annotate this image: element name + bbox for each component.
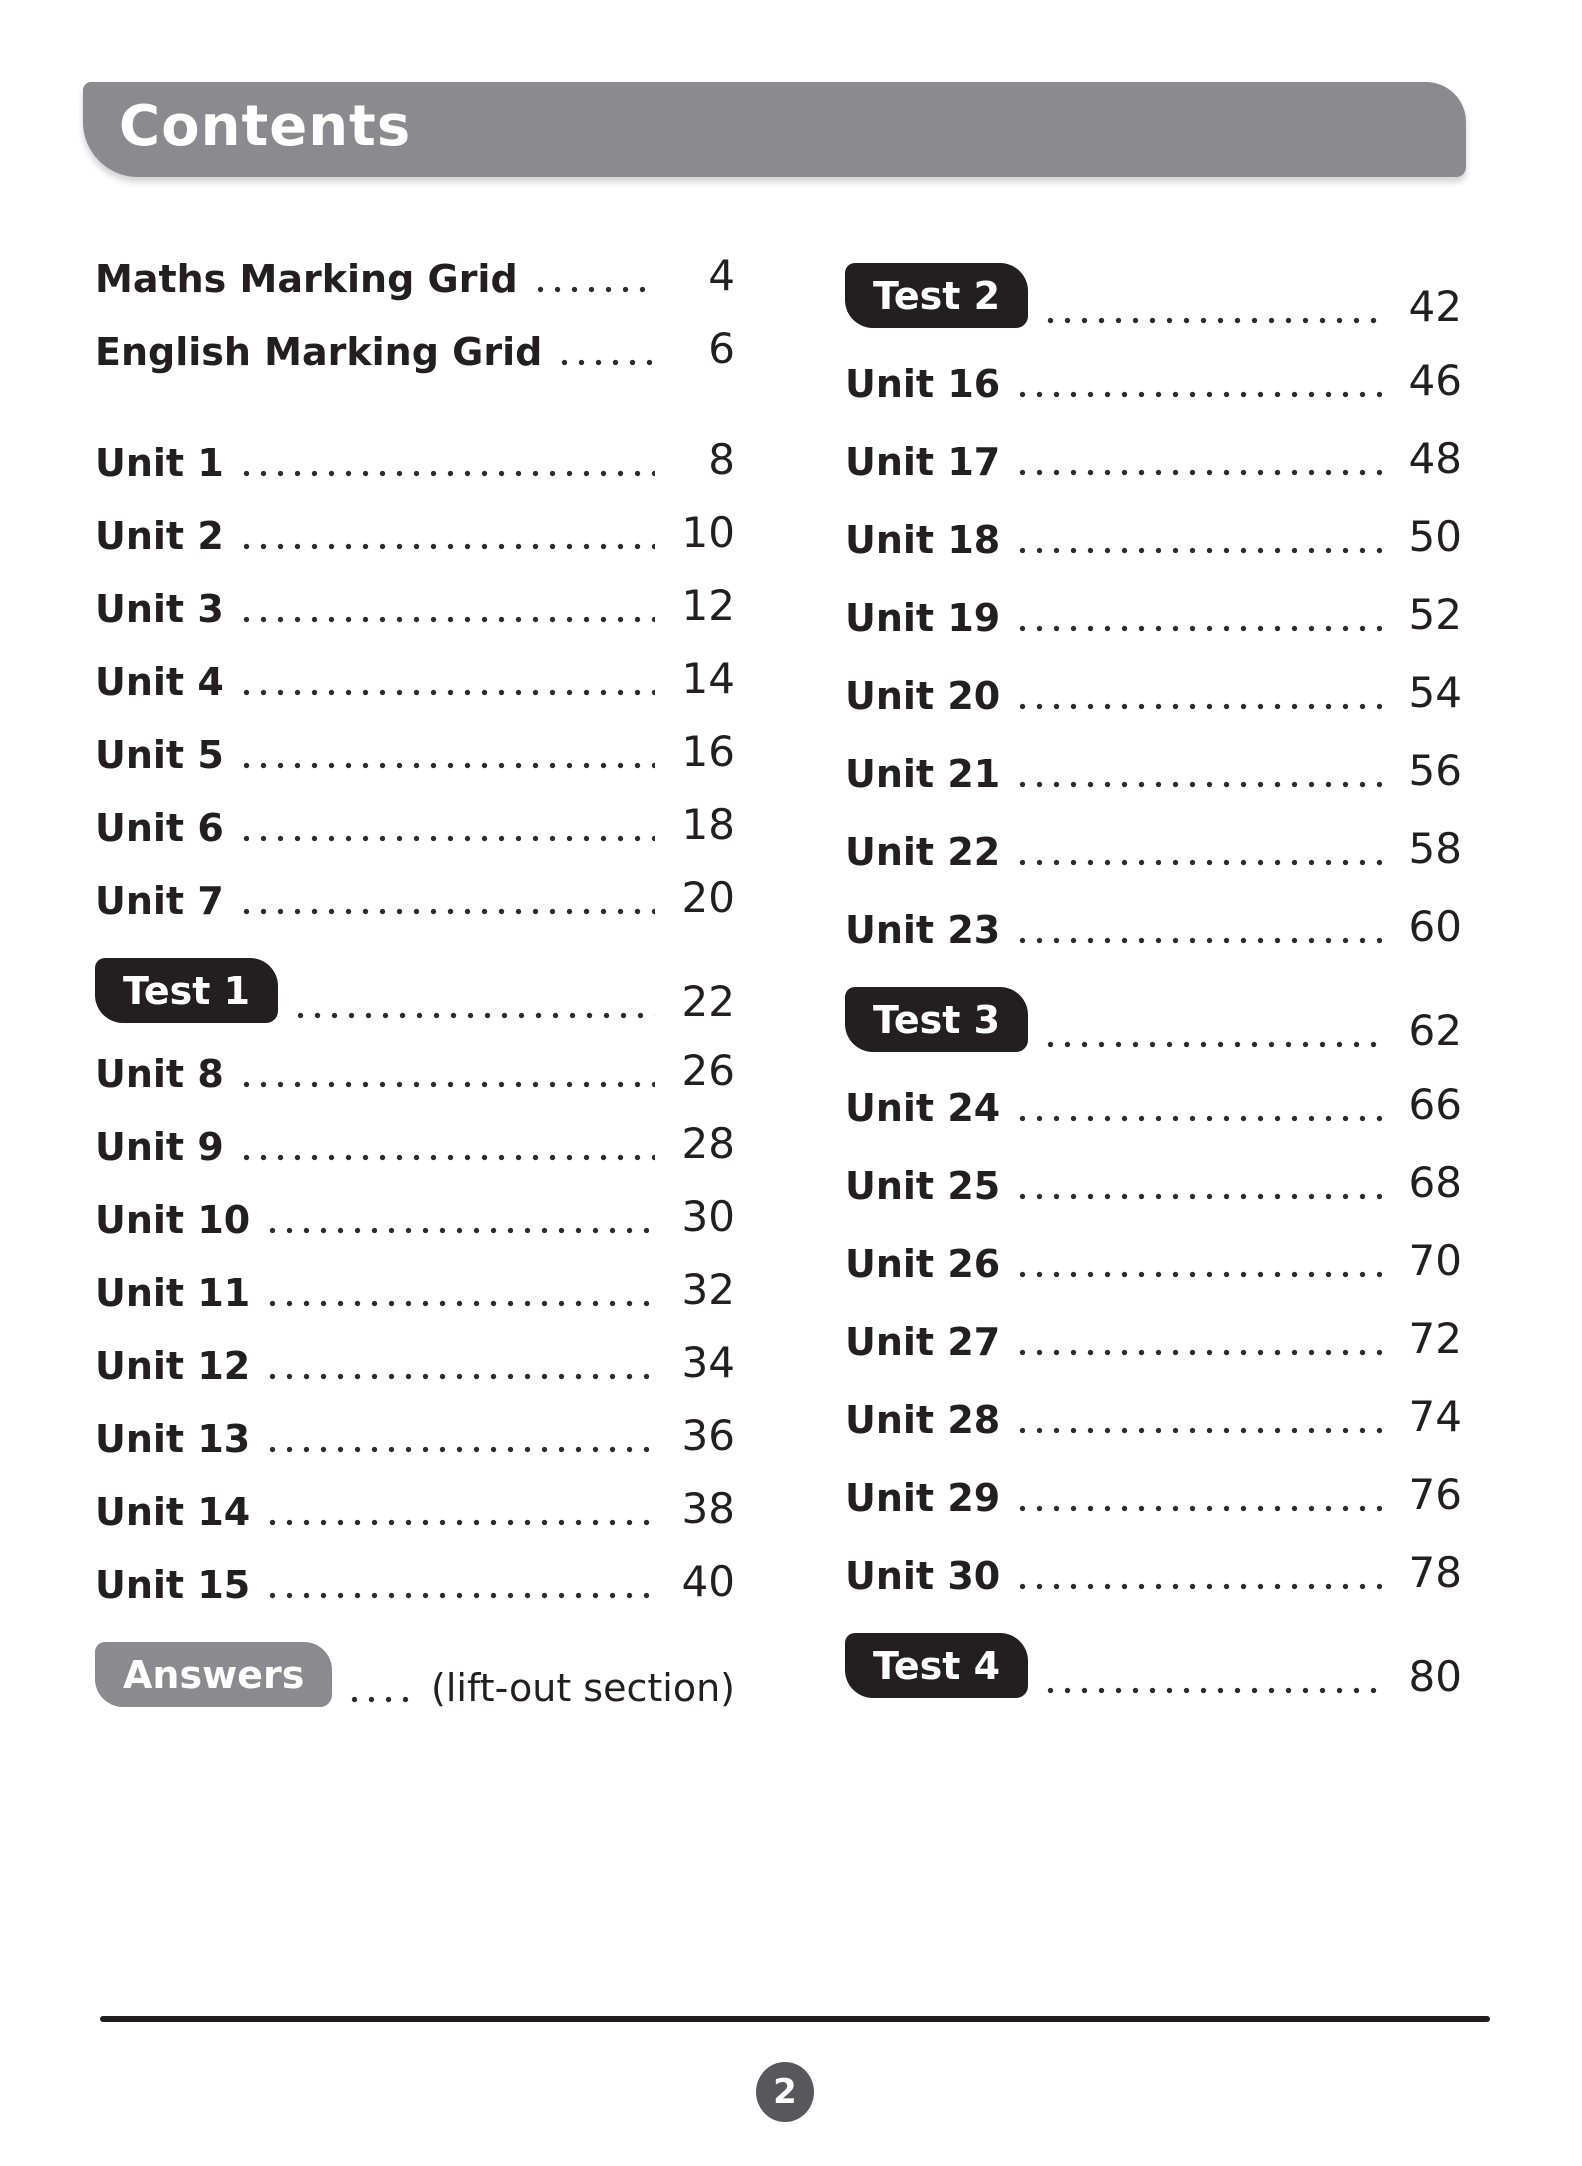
page-number: 22 [681,977,735,1026]
entry-label: Unit 26 [845,1241,1001,1286]
toc-entry-row [95,568,735,641]
entry-label: Unit 27 [845,1319,1001,1364]
entry-label: Unit 8 [95,1051,224,1096]
dot-leader [1014,858,1382,867]
toc-left-column [95,238,735,1717]
dot-leader [264,1445,655,1454]
toc-section-row [95,933,735,1033]
page-number: 42 [1408,282,1462,331]
toc-section-row [845,962,1462,1062]
dot-leader [1014,936,1382,945]
toc-entry-row [845,650,1462,728]
page-number: 26 [681,1046,735,1095]
entry-label: Unit 30 [845,1553,1001,1598]
dot-leader [556,358,655,367]
page-number: 18 [681,800,735,849]
entry-label: Unit 13 [95,1416,251,1461]
dot-leader [1014,468,1382,477]
dot-leader [1014,1270,1382,1279]
dot-leader [238,907,655,916]
dot-leader [1014,1504,1382,1513]
page-number: 60 [1408,902,1462,951]
section-badge: Test 1 [95,958,278,1023]
entry-label: Unit 1 [95,440,224,485]
entry-label: English Marking Grid [95,329,543,374]
page-number: 52 [1408,590,1462,639]
page-number: 32 [681,1265,735,1314]
dot-leader [238,1153,655,1162]
dot-leader [238,542,655,551]
page-number: 4 [708,251,735,300]
toc-entry-row [95,1179,735,1252]
section-badge: Test 4 [845,1633,1028,1698]
page-title: Contents [119,94,412,159]
section-badge: Test 2 [845,263,1028,328]
dot-leader [238,615,655,624]
dot-leader [1042,316,1382,325]
page-number: 14 [681,654,735,703]
entry-label: Unit 10 [95,1197,251,1242]
toc-entry-row [95,1471,735,1544]
page-number: 66 [1408,1080,1462,1129]
page-number: 72 [1408,1314,1462,1363]
page-note: (lift-out section) [431,1666,735,1710]
page-number: 56 [1408,746,1462,795]
dot-leader [264,1226,655,1235]
entry-label: Unit 14 [95,1489,251,1534]
entry-label: Unit 23 [845,907,1001,952]
dot-leader [264,1372,655,1381]
entry-label: Unit 9 [95,1124,224,1169]
entry-label: Unit 28 [845,1397,1001,1442]
entry-label: Unit 18 [845,517,1001,562]
toc-entry-row [845,1140,1462,1218]
page-number: 16 [681,727,735,776]
entry-label: Unit 2 [95,513,224,558]
toc-entry-row [95,1325,735,1398]
entry-label: Unit 3 [95,586,224,631]
page-number: 76 [1408,1470,1462,1519]
page-number: 46 [1408,356,1462,405]
page-number: 58 [1408,824,1462,873]
toc-entry-row [95,1252,735,1325]
page-number: 40 [681,1557,735,1606]
dot-leader [1014,702,1382,711]
dot-leader [1014,1426,1382,1435]
toc-right-column [845,238,1462,1708]
dot-leader [264,1518,655,1527]
dot-leader [238,469,655,478]
toc-entry-row [845,494,1462,572]
toc-entry-row [95,422,735,495]
toc-entry-row [845,1218,1462,1296]
toc-entry-row [95,1106,735,1179]
entry-label: Unit 4 [95,659,224,704]
page-number: 30 [681,1192,735,1241]
page-number: 10 [681,508,735,557]
entry-label: Unit 5 [95,732,224,777]
dot-leader [238,834,655,843]
dot-leader [346,1695,419,1704]
page-number: 28 [681,1119,735,1168]
entry-label: Unit 24 [845,1085,1001,1130]
entry-label: Unit 25 [845,1163,1001,1208]
dot-leader [1042,1686,1382,1695]
dot-leader [1014,1192,1382,1201]
dot-leader [238,761,655,770]
entry-label: Unit 15 [95,1562,251,1607]
page-number: 36 [681,1411,735,1460]
dot-leader [1014,1114,1382,1123]
toc-entry-row [95,714,735,787]
toc-entry-row [845,1452,1462,1530]
page-number: 68 [1408,1158,1462,1207]
dot-leader [1014,1582,1382,1591]
entry-label: Unit 21 [845,751,1001,796]
header-bar [83,82,1466,177]
dot-leader [532,285,655,294]
toc-section-row [845,238,1462,338]
toc-entry-row [95,860,735,933]
dot-leader [1014,780,1382,789]
dot-leader [1014,546,1382,555]
entry-label: Unit 22 [845,829,1001,874]
toc-entry-row [845,1062,1462,1140]
entry-label: Unit 7 [95,878,224,923]
toc-section-row [845,1608,1462,1708]
page-number: 12 [681,581,735,630]
toc-entry-row [845,338,1462,416]
page-number: 74 [1408,1392,1462,1441]
dot-leader [1042,1040,1382,1049]
dot-leader [238,688,655,697]
dot-leader [264,1591,655,1600]
page-number: 80 [1408,1652,1462,1701]
page-number: 6 [708,324,735,373]
entry-label: Unit 19 [845,595,1001,640]
section-badge: Answers [95,1642,332,1707]
entry-label: Unit 16 [845,361,1001,406]
toc-entry-row [95,1398,735,1471]
toc-section-row [95,1617,735,1717]
dot-leader [292,1011,655,1020]
page-number: 34 [681,1338,735,1387]
page-number: 38 [681,1484,735,1533]
toc-entry-row [845,416,1462,494]
page-number: 2 [773,2072,797,2112]
page-number: 62 [1408,1006,1462,1055]
toc-entry-row [845,1296,1462,1374]
page-number: 50 [1408,512,1462,561]
entry-label: Unit 6 [95,805,224,850]
toc-entry-row [845,728,1462,806]
entry-label: Unit 11 [95,1270,251,1315]
footer-rule [100,2016,1490,2022]
toc-entry-row [845,572,1462,650]
section-badge: Test 3 [845,987,1028,1052]
page-number: 8 [708,435,735,484]
entry-label: Unit 17 [845,439,1001,484]
page-number: 70 [1408,1236,1462,1285]
page-number: 20 [681,873,735,922]
toc-entry-row [95,1544,735,1617]
toc-entry-row [95,238,735,311]
dot-leader [1014,1348,1382,1357]
toc-entry-row [95,311,735,384]
entry-label: Unit 12 [95,1343,251,1388]
page-number: 48 [1408,434,1462,483]
toc-entry-row [95,641,735,714]
dot-leader [1014,390,1382,399]
dot-leader [238,1080,655,1089]
page-number: 78 [1408,1548,1462,1597]
dot-leader [264,1299,655,1308]
entry-label: Unit 20 [845,673,1001,718]
toc-entry-row [95,495,735,568]
toc-entry-row [845,884,1462,962]
page-number-badge [756,2062,814,2122]
toc-entry-row [845,806,1462,884]
toc-entry-row [845,1374,1462,1452]
page-number: 54 [1408,668,1462,717]
toc-entry-row [845,1530,1462,1608]
dot-leader [1014,624,1382,633]
entry-label: Maths Marking Grid [95,256,518,301]
toc-entry-row [95,1033,735,1106]
entry-label: Unit 29 [845,1475,1001,1520]
toc-entry-row [95,787,735,860]
